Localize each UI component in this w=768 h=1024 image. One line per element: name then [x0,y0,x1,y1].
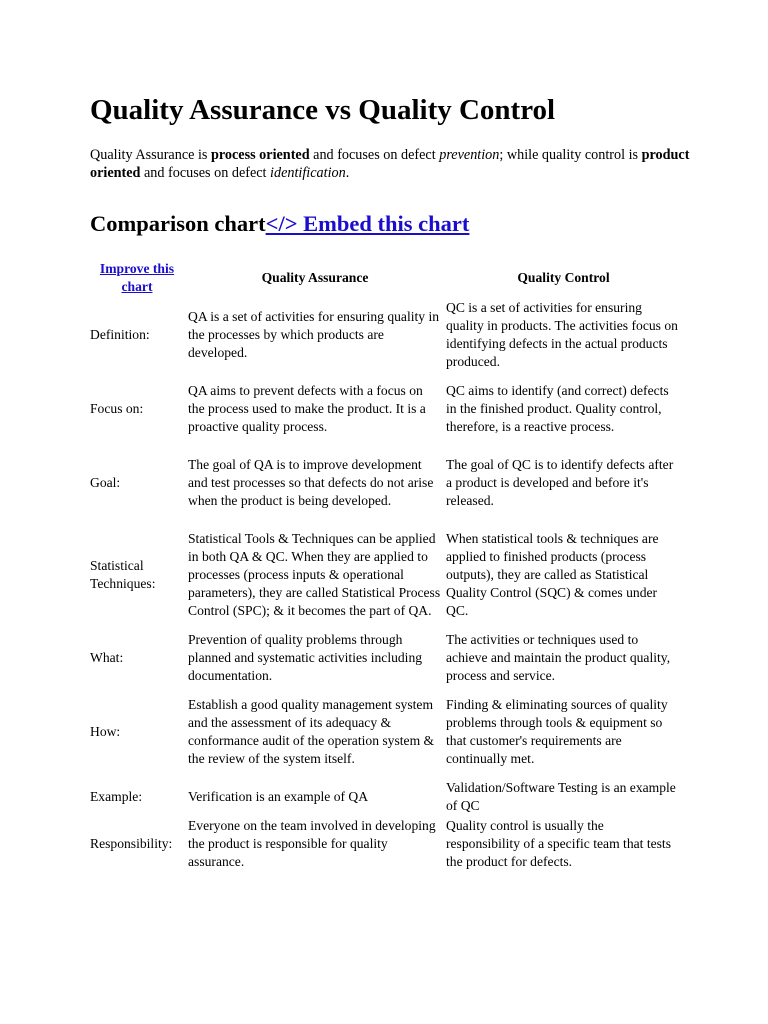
row-label: Example: [90,789,143,804]
comparison-table [88,258,683,872]
qa-cell: Everyone on the team involved in developing the product is responsible for quality assurance. [188,818,436,869]
column-header-qa: Quality Assurance [261,270,369,285]
intro-text-3: ; while quality control is [499,147,642,163]
intro-text-4: and focuses on defect [140,165,271,181]
table-row-responsibility [88,816,683,872]
qc-cell: QC aims to identify (and correct) defects in the finished product. Quality control, therefore, is a reactive process. [446,383,669,434]
intro-italic-1: prevention [439,147,500,163]
qa-cell: The goal of QA is to improve development and test processes so that defects do not arise when the product is being developed. [188,457,434,508]
page-title: Quality Assurance vs Quality Control [90,94,556,126]
improve-chart-cell [88,258,186,298]
table-row-goal [88,446,683,520]
row-label: Focus on: [90,401,144,416]
qc-cell: The activities or techniques used to achieve and maintain the product quality, process and service. [446,632,671,683]
qc-cell: The goal of QC is to identify defects after a product is developed and before it's released. [446,457,674,508]
intro-italic-2: identification [270,165,346,181]
table-row-how [88,686,683,778]
table-row-example [88,778,683,816]
embed-code-icon: </> [265,211,298,236]
table-row-what [88,630,683,686]
column-header-qc: Quality Control [517,270,610,285]
qa-cell: Establish a good quality management system and the assessment of its adequacy & conformance audit of the operation system & the review of the system itself. [188,697,435,766]
embed-chart-link[interactable] [266,211,470,236]
qa-cell: QA is a set of activities for ensuring quality in the processes by which products are developed. [188,309,440,360]
intro-text-1: Quality Assurance is [90,147,211,163]
qa-cell: Verification is an example of QA [188,789,369,804]
section-heading-text: Comparison chart [90,211,266,236]
intro-paragraph [90,146,690,182]
row-label: How: [90,724,121,739]
qc-cell: Quality control is usually the responsibility of a specific team that tests the product for defects. [446,818,671,869]
intro-text-5: . [345,165,350,181]
table-row-focus [88,372,683,446]
table-row-statistical-techniques [88,520,683,630]
qc-cell: When statistical tools & techniques are applied to finished products (process outputs), they are called as Statistical Quality Control (SQC) & comes under QC. [446,531,659,618]
qc-cell: Finding & eliminating sources of quality problems through tools & equipment so that customer's requirements are continually met. [446,697,668,766]
qa-cell: QA aims to prevent defects with a focus on the process used to make the product. It is a proactive quality process. [188,383,426,434]
intro-bold-2: product oriented [90,147,690,181]
section-heading [90,208,469,240]
row-label: Responsibility: [90,836,173,851]
table-row-definition [88,298,683,372]
qa-cell: Prevention of quality problems through planned and systematic activities including documentation. [188,632,423,683]
row-label: Definition: [90,327,150,342]
qc-cell: QC is a set of activities for ensuring quality in products. The activities focus on identifying defects in the actual products produced. [446,300,678,369]
embed-chart-link-text: Embed this chart [297,211,470,236]
row-label: What: [90,650,124,665]
qa-cell: Statistical Tools & Techniques can be applied in both QA & QC. When they are applied to processes (process inputs & operational parameters), they are called Statistical Process Control (SPC); & it becomes the part of QA. [188,531,441,618]
qc-cell: Validation/Software Testing is an example of QC [446,780,676,813]
intro-bold-1: process oriented [210,147,310,163]
improve-chart-link[interactable]: Improve this chart [99,261,175,294]
table-header-row [88,258,683,298]
row-label: Statistical Techniques: [90,558,156,591]
row-label: Goal: [90,475,121,490]
intro-text-2: and focuses on defect [309,147,440,163]
